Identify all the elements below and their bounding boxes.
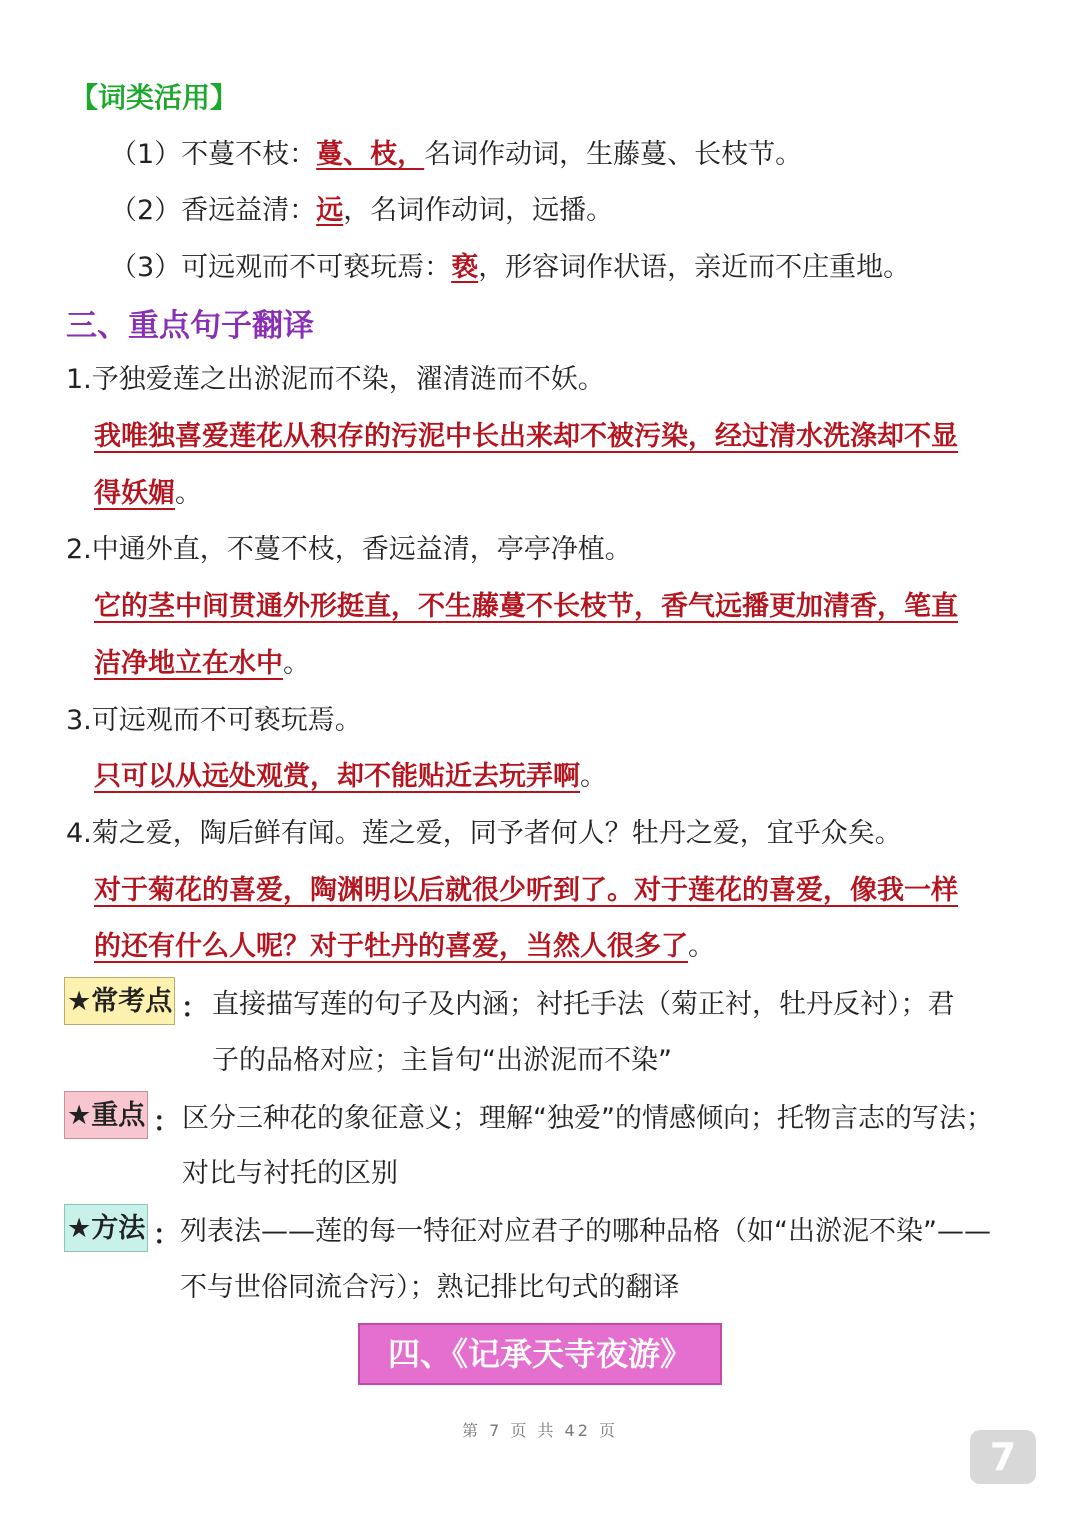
sentence-2-translation-line2: 洁净地立在水中。 xyxy=(94,644,310,684)
item-rest: 名词作动词，生藤蔓、长枝节。 xyxy=(424,139,803,170)
sentence-2-translation-line1: 它的茎中间贯通外形挺直，不生藤蔓不长枝节，香气远播更加清香，笔直 xyxy=(94,591,958,622)
period: 。 xyxy=(688,931,715,962)
zhongdian-tag: ★重点 xyxy=(64,1091,148,1139)
sentence-4-translation-line1: 对于菊花的喜爱，陶渊明以后就很少听到了。对于莲花的喜爱，像我一样 xyxy=(94,875,958,906)
sentence-3-translation-line1: 只可以从远处观赏，却不能贴近去玩弄啊。 xyxy=(94,757,607,797)
section3-title: 三、重点句子翻译 xyxy=(66,308,314,344)
zhongdian-colon: ： xyxy=(153,1107,180,1138)
section4-title: 四、《记承天寺夜游》 xyxy=(358,1323,722,1385)
sentence-3-original: 3.可远观而不可亵玩焉。 xyxy=(66,705,362,736)
sentence-1-translation-line2: 得妖媚。 xyxy=(94,474,202,514)
cilei-item-3 xyxy=(110,248,910,288)
cilei-heading: 【词类活用】 xyxy=(70,81,239,114)
fangfa-tag: ★方法 xyxy=(64,1204,148,1252)
changkao-line1: 直接描写莲的句子及内涵；衬托手法（菊正衬，牡丹反衬）；君 xyxy=(212,989,955,1020)
item-rest: ，形容词作状语，亲近而不庄重地。 xyxy=(478,252,911,283)
fangfa-colon: ： xyxy=(153,1220,180,1251)
item-prefix: （3）可远观而不可亵玩焉： xyxy=(110,252,452,283)
page-footer: 第 7 页 共 42 页 xyxy=(462,1421,618,1440)
changkao-line2: 子的品格对应；主旨句“出淤泥而不染” xyxy=(212,1045,672,1076)
cilei-item-1 xyxy=(110,135,802,175)
item-prefix: （1）不蔓不枝： xyxy=(110,139,317,170)
cilei-item-2 xyxy=(110,191,613,231)
zhongdian-line2: 对比与衬托的区别 xyxy=(182,1158,398,1189)
item-keyword: 远 xyxy=(316,195,344,226)
zhongdian-line1: 区分三种花的象征意义；理解“独爱”的情感倾向；托物言志的写法； xyxy=(182,1103,993,1134)
period: 。 xyxy=(283,648,310,679)
period: 。 xyxy=(175,478,202,509)
page-number-badge: 7 xyxy=(970,1430,1036,1484)
sentence-1-translation-line1: 我唯独喜爱莲花从积存的污泥中长出来却不被污染，经过清水洗涤却不显 xyxy=(94,421,958,452)
sentence-4-translation-line2: 的还有什么人呢？对于牡丹的喜爱，当然人很多了。 xyxy=(94,927,715,967)
item-prefix: （2）香远益清： xyxy=(110,195,317,226)
fangfa-line2: 不与世俗同流合污）；熟记排比句式的翻译 xyxy=(180,1272,680,1303)
sentence-1-original: 1.予独爱莲之出淤泥而不染，濯清涟而不妖。 xyxy=(66,364,605,395)
item-rest: ，名词作动词，远播。 xyxy=(343,195,614,226)
item-keyword: 蔓、枝， xyxy=(316,139,425,170)
sentence-2-original: 2.中通外直，不蔓不枝，香远益清，亭亭净植。 xyxy=(66,534,632,565)
fangfa-line1: 列表法——莲的每一特征对应君子的哪种品格（如“出淤泥不染”—— xyxy=(180,1216,991,1247)
period: 。 xyxy=(580,761,607,792)
sentence-4-original: 4.菊之爱，陶后鲜有闻。莲之爱，同予者何人？牡丹之爱，宜乎众矣。 xyxy=(66,818,902,849)
item-keyword: 亵 xyxy=(451,252,479,283)
changkao-tag: ★常考点 xyxy=(64,977,175,1025)
changkao-colon: ： xyxy=(181,993,208,1024)
